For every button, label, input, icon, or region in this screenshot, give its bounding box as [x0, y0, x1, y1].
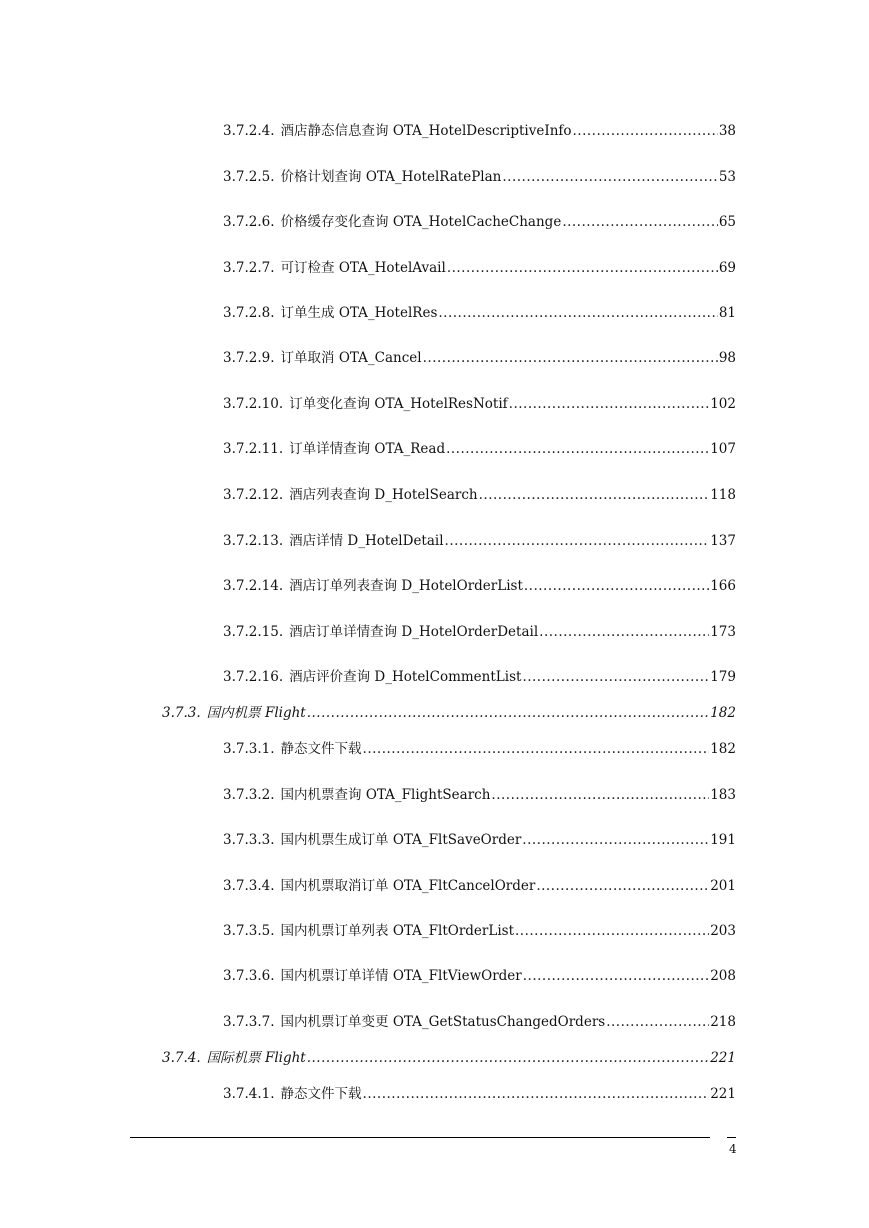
- toc-entry[interactable]: [223, 529, 736, 549]
- toc-entry-page: 166: [710, 578, 736, 594]
- toc-entry-title: 订单取消 OTA_Cancel: [280, 350, 422, 366]
- dot-leader: [445, 533, 710, 549]
- toc-entry-title: 酒店列表查询 D_HotelSearch: [289, 487, 478, 503]
- dot-leader: [536, 878, 709, 894]
- toc-entry[interactable]: [223, 210, 736, 230]
- toc-entry-page: 65: [718, 214, 736, 230]
- toc-entry-title: 国内机票订单列表 OTA_FltOrderList: [280, 923, 515, 939]
- toc-entry-page: 81: [718, 305, 736, 321]
- dot-leader: [573, 123, 718, 139]
- toc-entry-title: 酒店静态信息查询 OTA_HotelDescriptiveInfo: [280, 123, 572, 139]
- toc-entry-page: 182: [710, 741, 736, 757]
- toc-entry-number: 3.7.2.9.: [223, 350, 275, 366]
- toc-entry-page: 183: [710, 787, 736, 803]
- toc-entry[interactable]: [223, 919, 736, 939]
- dot-leader: [539, 624, 709, 640]
- toc-entry-title: 订单详情查询 OTA_Read: [289, 441, 446, 457]
- toc-entry-title: 可订检查 OTA_HotelAvail: [280, 260, 446, 276]
- toc-entry-number: 3.7.3.7.: [223, 1014, 275, 1030]
- dot-leader: [363, 741, 710, 757]
- toc-entry-number: 3.7.4.: [162, 1050, 201, 1066]
- toc-entry-title: 国内机票 Flight: [206, 705, 306, 721]
- toc-entry-title: 静态文件下载: [280, 741, 362, 757]
- toc-entry-page: 191: [710, 832, 736, 848]
- toc-entry[interactable]: [223, 301, 736, 321]
- toc-section-entry[interactable]: [162, 1046, 736, 1066]
- toc-entry[interactable]: [223, 1082, 736, 1102]
- toc-entry-number: 3.7.2.12.: [223, 487, 284, 503]
- toc-entry-number: 3.7.3.: [162, 705, 201, 721]
- toc-entry-title: 酒店订单列表查询 D_HotelOrderList: [289, 578, 523, 594]
- toc-entry-page: 107: [710, 441, 736, 457]
- toc-entry-number: 3.7.3.2.: [223, 787, 275, 803]
- toc-entry-page: 102: [710, 396, 736, 412]
- toc-entry-page: 69: [718, 260, 736, 276]
- toc-entry-title: 订单生成 OTA_HotelRes: [280, 305, 438, 321]
- dot-leader: [363, 1086, 710, 1102]
- toc-entry-number: 3.7.3.6.: [223, 968, 275, 984]
- dot-leader: [307, 705, 710, 721]
- toc-entry[interactable]: [223, 964, 736, 984]
- toc-entry-page: 203: [710, 923, 736, 939]
- dot-leader: [515, 923, 709, 939]
- toc-entry-number: 3.7.3.4.: [223, 878, 275, 894]
- toc-entry-number: 3.7.2.4.: [223, 123, 275, 139]
- toc-entry[interactable]: [223, 483, 736, 503]
- toc-entry-page: 173: [710, 624, 736, 640]
- toc-entry-page: 221: [710, 1050, 736, 1066]
- toc-entry-page: 218: [710, 1014, 736, 1030]
- toc-entry[interactable]: [223, 828, 736, 848]
- dot-leader: [423, 350, 718, 366]
- toc-entry[interactable]: [223, 874, 736, 894]
- dot-leader: [522, 669, 709, 685]
- toc-entry-page: 179: [710, 669, 736, 685]
- toc-entry[interactable]: [223, 437, 736, 457]
- dot-leader: [438, 305, 717, 321]
- toc-entry[interactable]: [223, 737, 736, 757]
- toc-entry-number: 3.7.3.5.: [223, 923, 275, 939]
- toc-entry-title: 酒店详情 D_HotelDetail: [289, 533, 444, 549]
- dot-leader: [522, 832, 709, 848]
- dot-leader: [502, 169, 717, 185]
- toc-entry-title: 订单变化查询 OTA_HotelResNotif: [289, 396, 508, 412]
- toc-entry-number: 3.7.2.15.: [223, 624, 284, 640]
- dot-leader: [509, 396, 710, 412]
- toc-entry-number: 3.7.2.10.: [223, 396, 284, 412]
- toc-entry-page: 182: [710, 705, 736, 721]
- dot-leader: [479, 487, 710, 503]
- toc-entry-title: 国内机票订单变更 OTA_GetStatusChangedOrders: [280, 1014, 606, 1030]
- toc-entry-page: 38: [718, 123, 736, 139]
- toc-entry-title: 酒店订单详情查询 D_HotelOrderDetail: [289, 624, 539, 640]
- toc-entry-number: 3.7.2.8.: [223, 305, 275, 321]
- toc-entry-number: 3.7.2.14.: [223, 578, 284, 594]
- toc-entry-page: 137: [710, 533, 736, 549]
- toc-entry-title: 酒店评价查询 D_HotelCommentList: [289, 669, 522, 685]
- toc-entry[interactable]: [223, 346, 736, 366]
- toc-entry-title: 国内机票查询 OTA_FlightSearch: [280, 787, 491, 803]
- toc-entry[interactable]: [223, 665, 736, 685]
- toc-entry-page: 201: [710, 878, 736, 894]
- toc-entry-page: 98: [718, 350, 736, 366]
- toc-section-entry[interactable]: [162, 701, 736, 721]
- toc-entry-page: 208: [710, 968, 736, 984]
- toc-entry-number: 3.7.2.16.: [223, 669, 284, 685]
- dot-leader: [307, 1050, 710, 1066]
- toc-entry-page: 53: [718, 169, 736, 185]
- toc-entry-number: 3.7.3.1.: [223, 741, 275, 757]
- toc-entry[interactable]: [223, 620, 736, 640]
- dot-leader: [562, 214, 718, 230]
- toc-entry-number: 3.7.2.11.: [223, 441, 284, 457]
- toc-entry-page: 221: [710, 1086, 736, 1102]
- dot-leader: [447, 260, 718, 276]
- toc-entry[interactable]: [223, 574, 736, 594]
- toc-entry-number: 3.7.3.3.: [223, 832, 275, 848]
- toc-entry-title: 国内机票生成订单 OTA_FltSaveOrder: [280, 832, 522, 848]
- toc-entry-title: 国内机票取消订单 OTA_FltCancelOrder: [280, 878, 536, 894]
- dot-leader: [446, 441, 709, 457]
- toc-entry-number: 3.7.2.5.: [223, 169, 275, 185]
- footer-rule: [130, 1137, 710, 1138]
- dot-leader: [606, 1014, 709, 1030]
- toc-entry-title: 价格计划查询 OTA_HotelRatePlan: [280, 169, 502, 185]
- toc-entry[interactable]: [223, 165, 736, 185]
- footer-rule-marker: [727, 1137, 736, 1138]
- toc-entry[interactable]: [223, 392, 736, 412]
- toc-entry[interactable]: [223, 119, 736, 139]
- toc-entry-number: 3.7.2.7.: [223, 260, 275, 276]
- page-number: 4: [729, 1142, 737, 1156]
- toc-entry-page: 118: [710, 487, 736, 503]
- toc-entry-title: 静态文件下载: [280, 1086, 362, 1102]
- toc-entry-title: 国际机票 Flight: [206, 1050, 306, 1066]
- dot-leader: [523, 968, 709, 984]
- toc-entry-title: 国内机票订单详情 OTA_FltViewOrder: [280, 968, 522, 984]
- toc-entry-title: 价格缓存变化查询 OTA_HotelCacheChange: [280, 214, 562, 230]
- toc-entry[interactable]: [223, 783, 736, 803]
- dot-leader: [524, 578, 709, 594]
- toc-entry-number: 3.7.4.1.: [223, 1086, 275, 1102]
- toc-entry-number: 3.7.2.13.: [223, 533, 284, 549]
- toc-entry[interactable]: [223, 1010, 736, 1030]
- dot-leader: [491, 787, 709, 803]
- toc-entry[interactable]: [223, 256, 736, 276]
- toc-entry-number: 3.7.2.6.: [223, 214, 275, 230]
